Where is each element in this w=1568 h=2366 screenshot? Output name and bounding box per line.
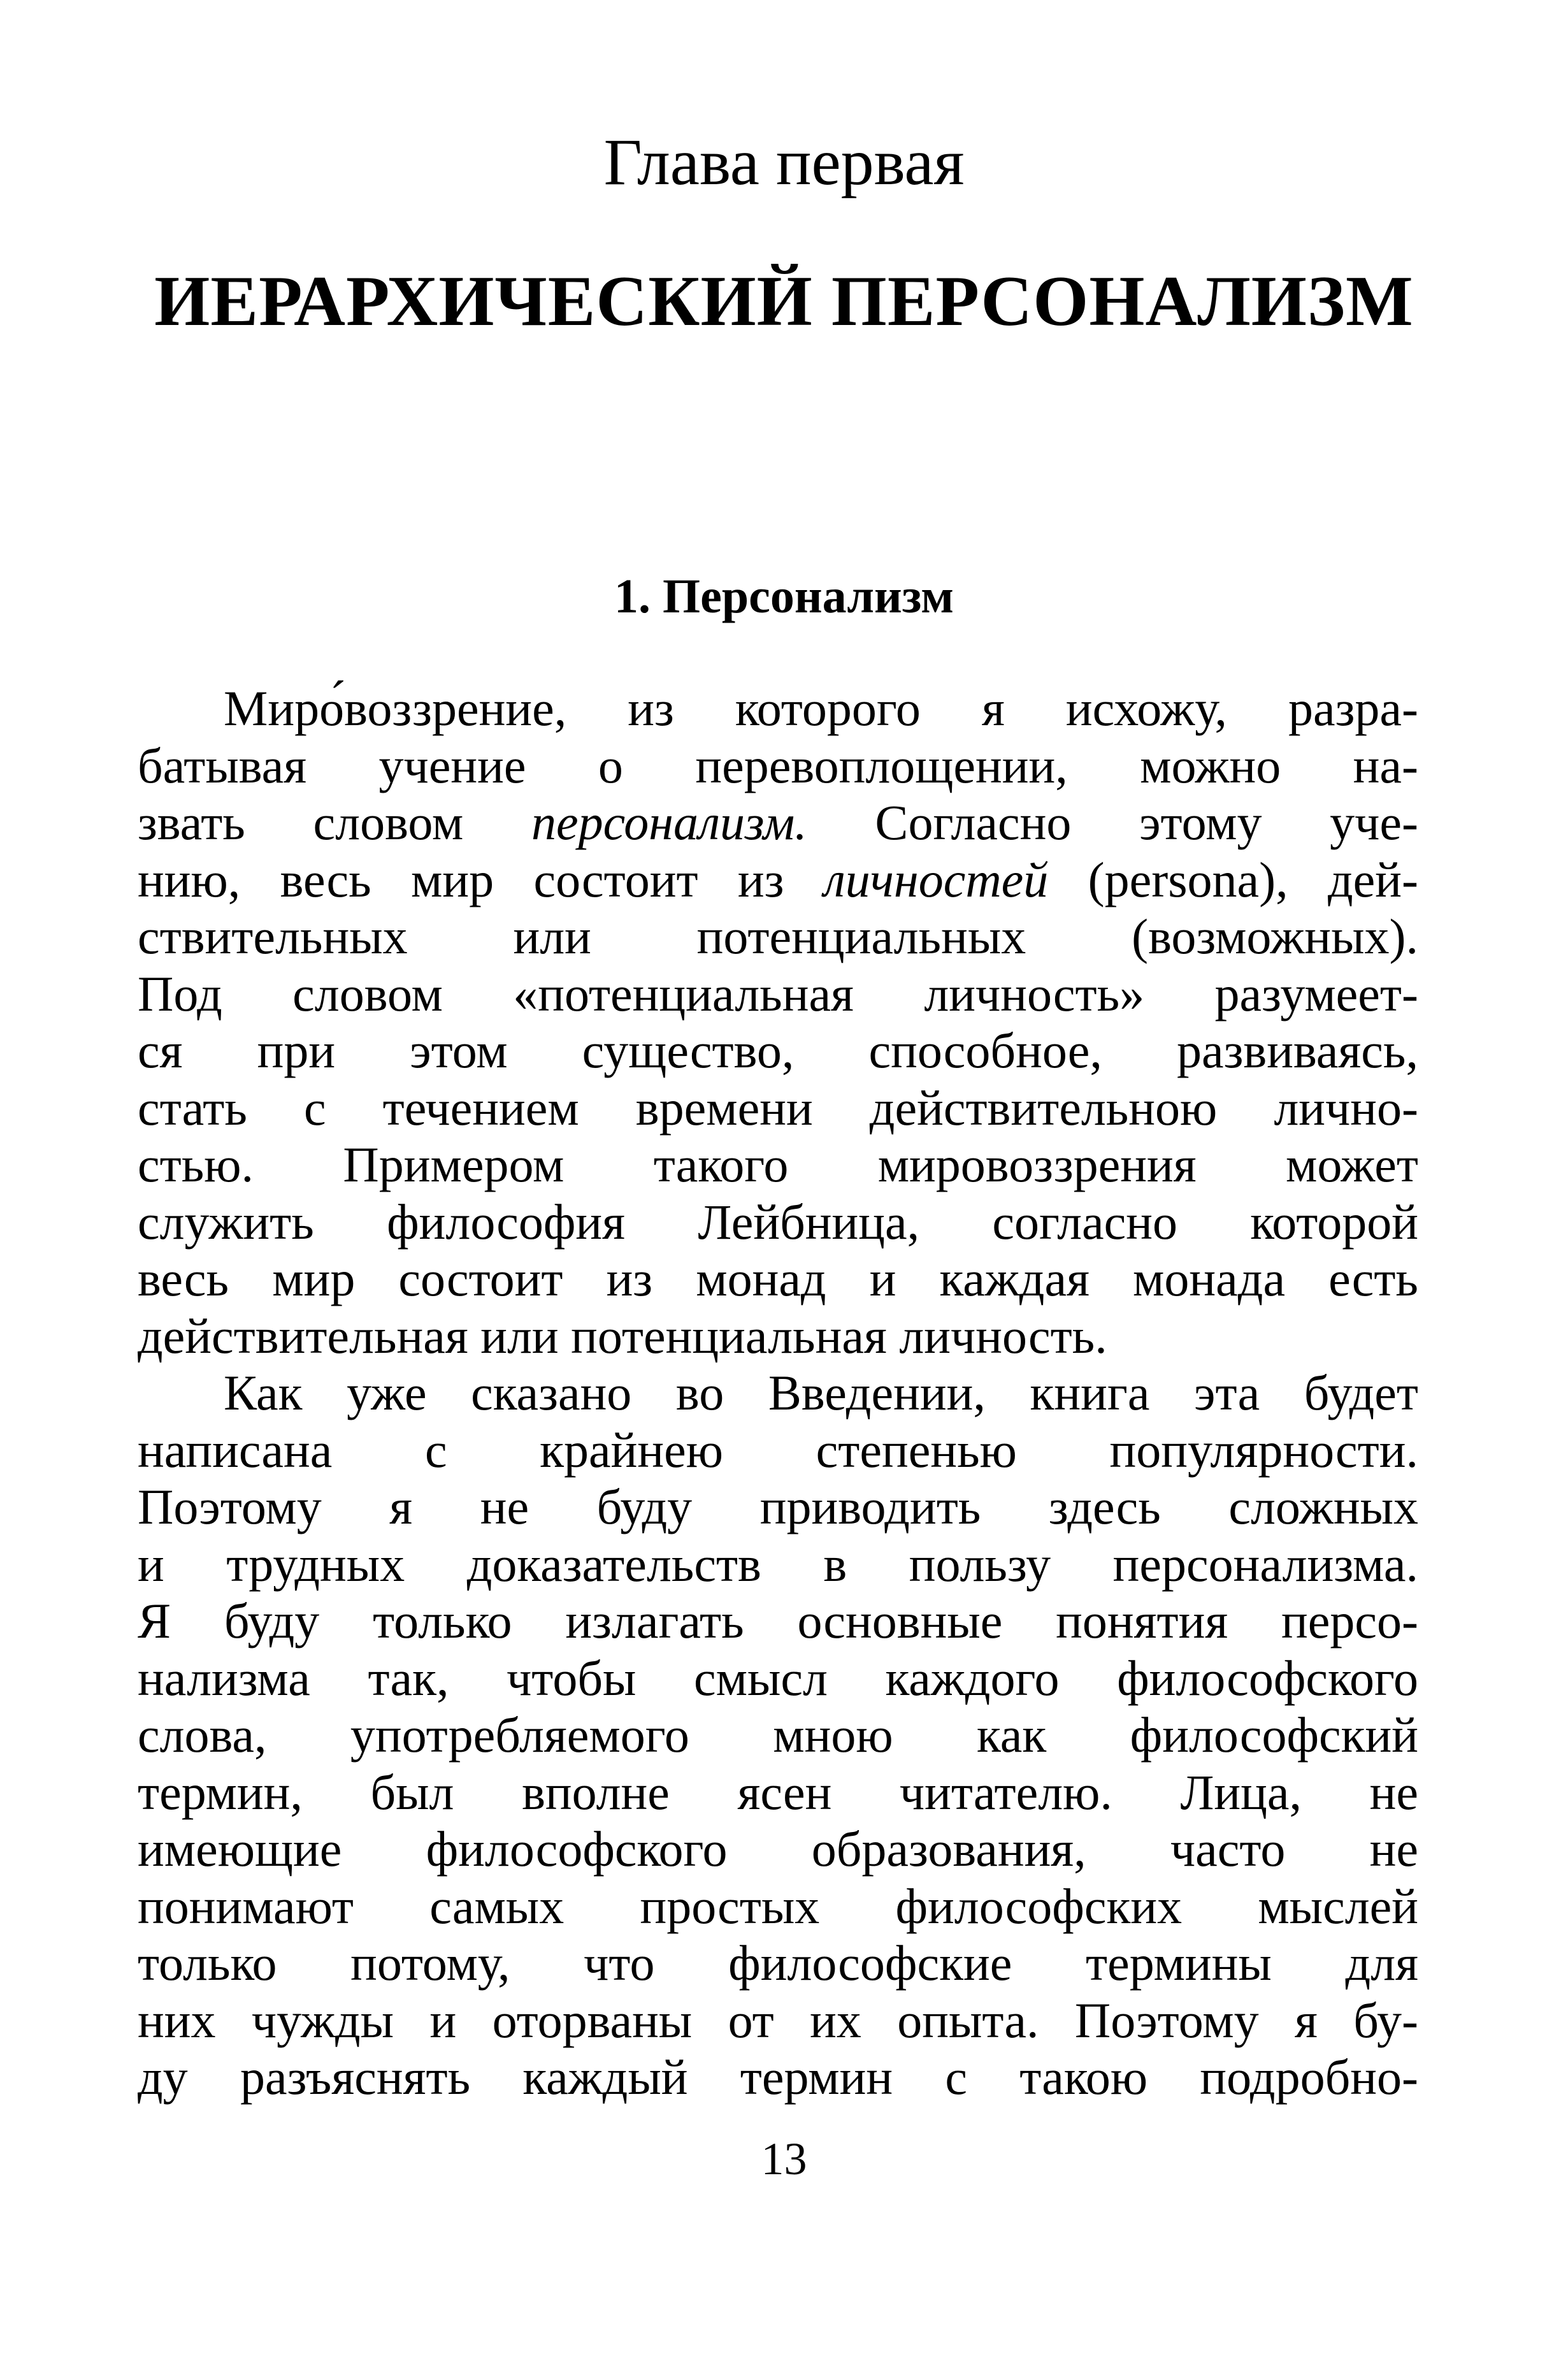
text-line: стать с течением времени действительною лично-: [138, 1079, 1418, 1136]
text-line: Поэтому я не буду приводить здесь сложных: [138, 1479, 1418, 1534]
text-line: имеющие философского образования, часто не: [138, 1821, 1418, 1877]
text-line: нию, весь мир состоит из личностей (persona), дей-: [138, 851, 1419, 907]
text-line: термин, был вполне ясен читателю. Лица, не: [138, 1764, 1418, 1820]
text-line: Я буду только излагать основные понятия персо-: [138, 1593, 1418, 1648]
text-line: нализма так, чтобы смысл каждого философского: [138, 1650, 1418, 1706]
page-number: 13: [761, 2133, 807, 2184]
paragraph: [138, 1364, 1418, 2106]
text-line: стью. Примером такого мировоззрения может: [138, 1137, 1418, 1192]
text-line: ся при этом существо, способное, развиваясь,: [138, 1023, 1418, 1078]
text-line: служить философия Лейбница, согласно которой: [138, 1194, 1418, 1250]
chapter-title: ИЕРАРХИЧЕСКИЙ ПЕРСОНАЛИЗМ: [154, 262, 1414, 341]
text-line: звать словом персонализм. Согласно этому уче-: [138, 795, 1418, 850]
text-line: понимают самых простых философских мыслей: [138, 1878, 1418, 1934]
italic-term: персонализм.: [531, 795, 807, 850]
text-line: Миро́воззрение, из которого я исхожу, разра-: [224, 681, 1418, 736]
text-line: батывая учение о перевоплощении, можно на-: [138, 737, 1418, 793]
text-line: написана с крайнею степенью популярности.: [138, 1422, 1418, 1478]
text-line: Под словом «потенциальная личность» разумеет-: [138, 965, 1418, 1021]
section-title: 1. Персонализм: [614, 570, 954, 623]
text-line: слова, употребляемого мною как философский: [138, 1707, 1418, 1763]
text-line: Как уже сказано во Введении, книга эта будет: [224, 1365, 1418, 1420]
body-text: [138, 680, 1418, 2106]
text-line: весь мир состоит из монад и каждая монада есть: [138, 1251, 1418, 1306]
text-line: ствительных или потенциальных (возможных).: [138, 909, 1418, 964]
chapter-label: Глава первая: [603, 126, 965, 199]
paragraph: [138, 680, 1418, 1364]
text-line: ду разъяснять каждый термин с такою подробно-: [138, 2049, 1418, 2105]
italic-term: личностей: [823, 851, 1049, 907]
text-line: только потому, что философские термины для: [138, 1935, 1418, 1991]
text-line: них чужды и оторваны от их опыта. Поэтому я бу-: [138, 1992, 1418, 2048]
text-line: и трудных доказательств в пользу персонализма.: [138, 1536, 1418, 1592]
text-line: действительная или потенциальная личность.: [138, 1308, 1107, 1364]
